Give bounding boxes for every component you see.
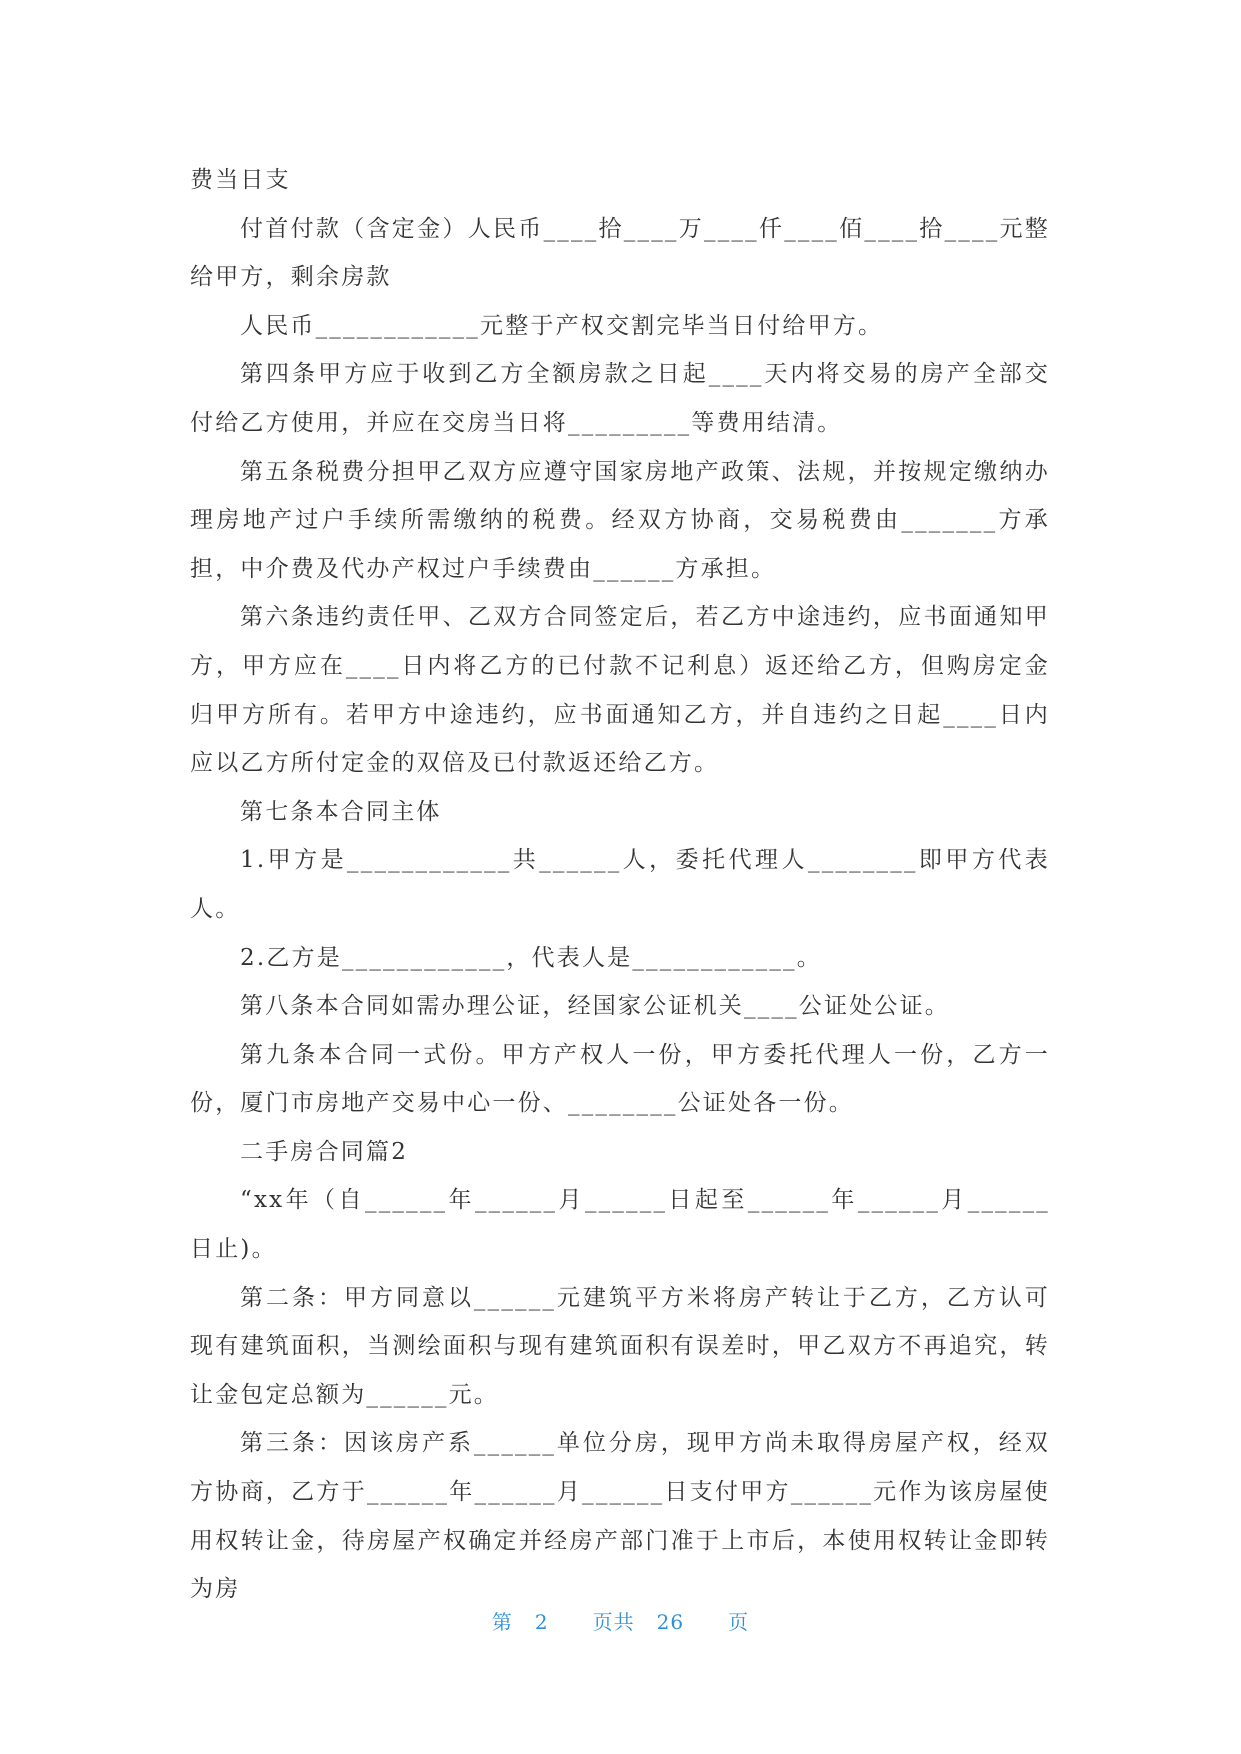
document-body	[190, 156, 1050, 1614]
paragraph: 2.乙方是____________，代表人是____________。	[240, 944, 822, 971]
section-heading: 二手房合同篇2	[240, 1138, 409, 1165]
paragraph: 第三条：因该房产系______单位分房，现甲方尚未取得房屋产权，经双方协商，乙方于______年______月______日支付甲方______元作为该房屋使用权转让金，待房屋产权确定并经房产部门准于上市后，本使用权转让金即转为房	[190, 1430, 1050, 1603]
paragraph: 1.甲方是____________共______人，委托代理人________即甲方代表人。	[190, 847, 1050, 922]
paragraph: 付首付款（含定金）人民币____拾____万____仟____佰____拾____元整给甲方，剩余房款	[190, 215, 1050, 291]
paragraph: 第四条甲方应于收到乙方全额房款之日起____天内将交易的房产全部交付给乙方使用，并应在交房当日将_________等费用结清。	[190, 361, 1050, 436]
footer-label-page: 第	[491, 1610, 513, 1634]
footer-current-page: 2	[534, 1610, 549, 1634]
footer-label-of: 页共	[592, 1610, 635, 1634]
footer-label-end: 页	[728, 1610, 750, 1634]
footer-total-pages: 26	[656, 1610, 685, 1634]
paragraph: 第八条本合同如需办理公证，经国家公证机关____公证处公证。	[240, 993, 950, 1020]
paragraph: 第五条税费分担甲乙双方应遵守国家房地产政策、法规，并按规定缴纳办理房地产过户手续所需缴纳的税费。经双方协商，交易税费由_______方承担，中介费及代办产权过户手续费由______方承担。	[190, 458, 1050, 582]
paragraph: “xx年（自______年______月______日起至______年______月______日止)。	[190, 1187, 1050, 1263]
page-footer	[0, 1606, 1241, 1635]
paragraph: 第九条本合同一式份。甲方产权人一份，甲方委托代理人一份，乙方一份，厦门市房地产交易中心一份、________公证处各一份。	[190, 1041, 1050, 1117]
paragraph: 第六条违约责任甲、乙双方合同签定后，若乙方中途违约，应书面通知甲方，甲方应在____日内将乙方的已付款不记利息）返还给乙方，但购房定金归甲方所有。若甲方中途违约，应书面通知乙方，并自违约之日起____日内应以乙方所付定金的双倍及已付款返还给乙方。	[190, 604, 1050, 777]
paragraph: 第二条：甲方同意以______元建筑平方米将房产转让于乙方，乙方认可现有建筑面积，当测绘面积与现有建筑面积有误差时，甲乙双方不再追究，转让金包定总额为______元。	[190, 1284, 1050, 1408]
paragraph: 人民币____________元整于产权交割完毕当日付给甲方。	[240, 312, 884, 339]
paragraph: 费当日支	[190, 167, 291, 193]
paragraph: 第七条本合同主体	[240, 798, 442, 825]
